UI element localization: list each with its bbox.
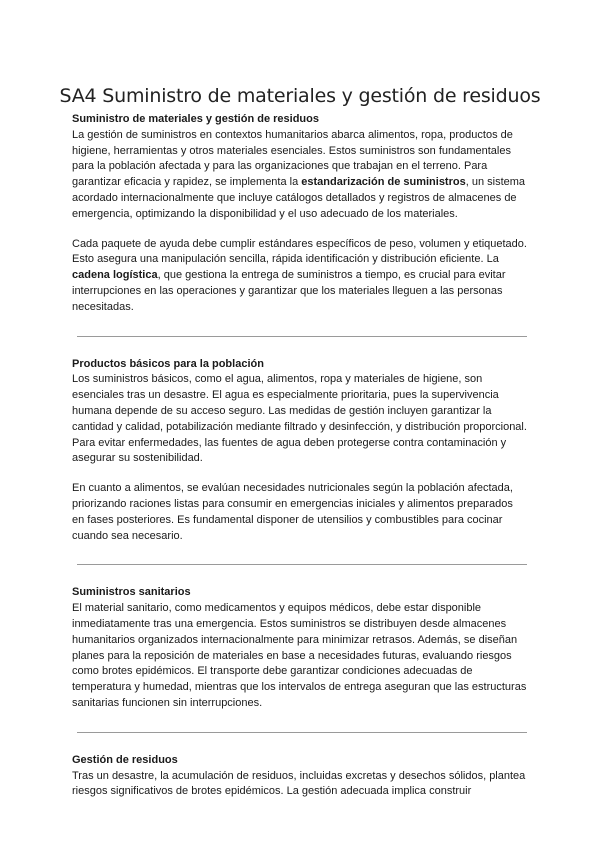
section-divider: [77, 336, 527, 337]
paragraph-text: , un sistema acordado internacionalmente que incluye catálogos detallados y registros de almacenes de emergencia, optimizando la disponibilidad y el uso adecuado de los materiales.: [72, 176, 526, 220]
paragraph: Los suministros básicos, como el agua, alimentos, ropa y materiales de higiene, son esenciales tras un desastre. El agua es especialmente prioritaria, pues la supervivencia humana depende de su acceso seguro. Las medidas de gestión incluyen garantizar la cantidad y calidad, potabilización mediante filtrado y desinfección, y distribución proporcional. Para evitar enfermedades, las fuentes de agua deben protegerse contra contaminación y asegurar su sostenibilidad.: [72, 373, 527, 465]
bold-term: estandarización de suministros: [301, 176, 466, 189]
section-productos-basicos: [72, 357, 528, 545]
paragraph: El material sanitario, como medicamentos y equipos médicos, debe estar disponible inmediatamente tras una emergencia. Estos suministros se distribuyen desde almacenes humanitarios organizados internacionalmente para minimizar retrasos. Además, se diseñan planes para la reposición de materiales en base a necesidades futuras, evaluando riesgos como brotes epidémicos. El transporte debe garantizar condiciones adecuadas de temperatura y humedad, mientras que los intervalos de entrega aseguran que las estructuras sanitarias funcionen sin interrupciones.: [72, 602, 527, 709]
section-suministro-materiales: [72, 112, 528, 316]
paragraph-text: La gestión de suministros en contextos humanitarios abarca alimentos, ropa, productos de higiene, herramientas y otros materiales esenciales. Estos suministros son fundamentales para la población afectada y para las organizaciones que trabajan en el terreno. Para garantizar eficacia y rapidez, se implementa la: [72, 128, 513, 189]
paragraph: Tras un desastre, la acumulación de residuos, incluidas excretas y desechos sólidos, plantea riesgos significativos de brotes epidémicos. La gestión adecuada implica construir: [72, 769, 526, 798]
paragraph-text: Cada paquete de ayuda debe cumplir estándares específicos de peso, volumen y etiquetado. Esto asegura una manipulación sencilla, rápida identificación y distribución eficiente. La: [72, 237, 527, 266]
section-suministros-sanitarios: [72, 585, 528, 711]
section-heading: Suministros sanitarios: [72, 586, 191, 599]
section-divider: [77, 732, 527, 733]
section-heading: Productos básicos para la población: [72, 357, 264, 370]
section-divider: [77, 564, 527, 565]
document-body: [72, 112, 528, 800]
paragraph: En cuanto a alimentos, se evalúan necesidades nutricionales según la población afectada, priorizando raciones listas para consumir en emergencias iniciales y alimentos preparados en fases posteriores. Es fundamental disponer de utensilios y combustibles para cocinar cuando sea necesario.: [72, 482, 513, 542]
section-heading: Gestión de residuos: [72, 753, 178, 766]
paragraph-text: , que gestiona la entrega de suministros a tiempo, es crucial para evitar interrupciones en las operaciones y garantizar que los materiales lleguen a las personas necesitadas.: [72, 269, 506, 313]
paragraph: [72, 128, 528, 223]
document-title: SA4 Suministro de materiales y gestión de residuos: [59, 84, 541, 107]
bold-term: cadena logística: [72, 269, 158, 282]
paragraph: [72, 237, 528, 316]
section-heading: Suministro de materiales y gestión de residuos: [72, 113, 319, 125]
section-gestion-residuos: [72, 753, 528, 800]
